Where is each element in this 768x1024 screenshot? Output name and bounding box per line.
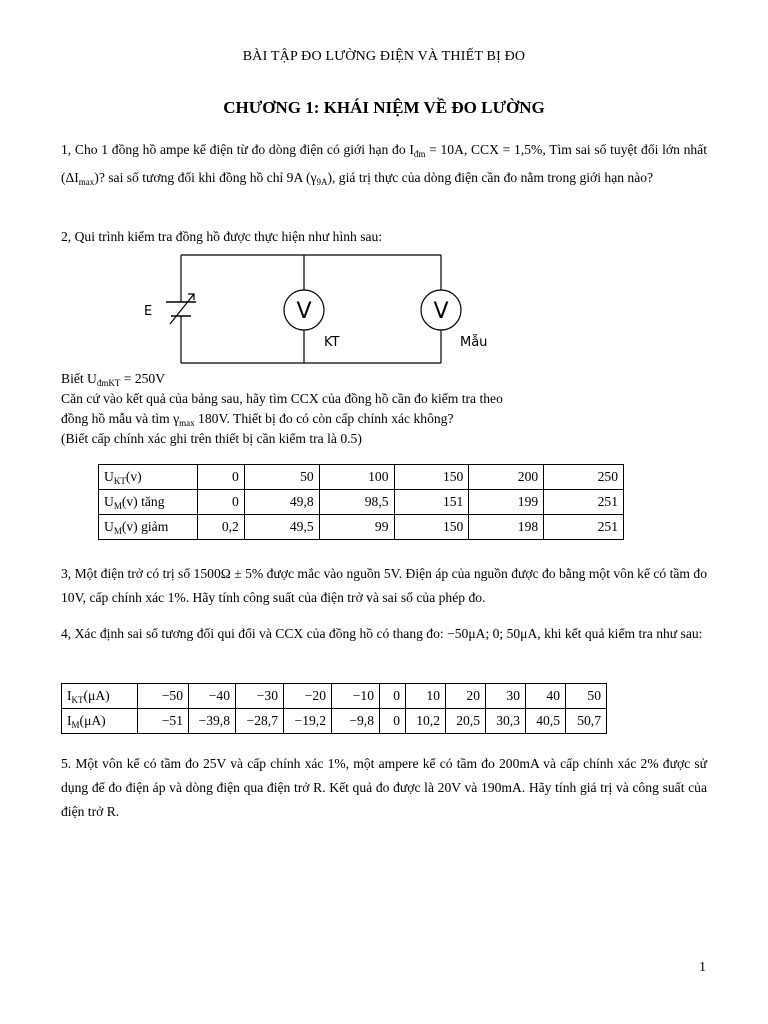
question-2-line-1: Căn cứ vào kết quả của bảng sau, hãy tìm CCX của đồng hồ cần đo kiểm tra theo <box>61 391 503 406</box>
table-cell: 98,5 <box>319 490 394 515</box>
table-cell: 199 <box>469 490 544 515</box>
table-cell: 30 <box>486 684 526 709</box>
table-cell: 0 <box>197 490 244 515</box>
voltmeter-kt-symbol: V <box>296 299 312 324</box>
table-row <box>99 515 624 540</box>
table-cell: 20 <box>446 684 486 709</box>
question-4: 4, Xác định sai số tương đối qui đổi và CCX của đồng hồ có thang đo: −50μA; 0; 50μA, khi kết quả kiểm tra như sau: <box>61 626 703 641</box>
table-cell: 100 <box>319 465 394 490</box>
voltage-table <box>98 464 624 540</box>
question-1: 1, Cho 1 đồng hồ ampe kế điện từ đo dòng điện có giới hạn đo $I_{đm} = 10A$, CCX = 1,5%, Tìm sai số tuyệt đối lớn nhất $(\Delta I_{max})$? sai số tương đối khi đồng hồ chỉ 9A $(\gamma_{9A})$, giá trị thực của dòng điện cần đo nằm trong giới hạn nào? <box>61 142 707 187</box>
table-cell: 0,2 <box>197 515 244 540</box>
table-cell: −50 <box>138 684 189 709</box>
row-label: $I_{KT}(\mu A)$ <box>62 684 138 709</box>
table-cell: 40,5 <box>526 709 566 734</box>
row-label: $U_M(v)$ tăng <box>99 490 198 515</box>
table-cell: 99 <box>319 515 394 540</box>
table-cell: 250 <box>544 465 624 490</box>
question-5: 5. Một vôn kế có tầm đo 25V và cấp chính xác 1%, một ampere kế có tầm đo 200mA và cấp chính xác 2% được sử dụng để đo điện áp và dòng điện qua điện trở R. Kết quả đo được là 20V và 190mA. Hãy tính giá trị và công suất của điện trở R. <box>61 756 707 819</box>
test-circuit-diagram <box>140 248 500 368</box>
table-cell: 150 <box>394 515 469 540</box>
table-cell: −9,8 <box>332 709 380 734</box>
table-cell: 0 <box>197 465 244 490</box>
voltmeter-mau-label: Mẫu <box>460 335 488 350</box>
chapter-title: CHƯƠNG 1: KHÁI NIỆM VỀ ĐO LƯỜNG <box>223 98 545 117</box>
question-2-given: Biết $U_{đmKT} = 250V$ <box>61 371 166 388</box>
table-cell: 50,7 <box>566 709 607 734</box>
table-cell: 40 <box>526 684 566 709</box>
table-cell: −19,2 <box>284 709 332 734</box>
table-cell: 30,3 <box>486 709 526 734</box>
voltmeter-mau-symbol: V <box>433 299 449 324</box>
table-cell: −28,7 <box>236 709 284 734</box>
current-table <box>61 683 607 734</box>
question-2-intro: 2, Qui trình kiểm tra đồng hồ được thực hiện như hình sau: <box>61 229 383 244</box>
row-label: $U_M(v)$ giảm <box>99 515 198 540</box>
table-cell: −39,8 <box>189 709 236 734</box>
table-cell: 198 <box>469 515 544 540</box>
row-label: $I_M(\mu A)$ <box>62 709 138 734</box>
table-cell: −51 <box>138 709 189 734</box>
question-3: 3, Một điện trở có trị số 1500Ω ± 5% được mắc vào nguồn 5V. Điện áp của nguồn được đo bằng một vôn kế có tầm đo 10V, cấp chính xác 1%. Hãy tính công suất của điện trở và sai số của phép đo. <box>61 566 707 605</box>
table-cell: 50 <box>244 465 319 490</box>
source-label: E <box>144 304 153 319</box>
source-variable-arrow <box>170 294 194 324</box>
table-cell: 200 <box>469 465 544 490</box>
page-number: 1 <box>699 960 706 975</box>
table-cell: 49,8 <box>244 490 319 515</box>
voltmeter-kt-label: KT <box>324 335 340 350</box>
table-cell: −30 <box>236 684 284 709</box>
table-cell: 49,5 <box>244 515 319 540</box>
table-cell: −20 <box>284 684 332 709</box>
table-row <box>62 684 607 709</box>
table-cell: 251 <box>544 490 624 515</box>
table-cell: 151 <box>394 490 469 515</box>
table-row <box>62 709 607 734</box>
table-row <box>99 490 624 515</box>
table-cell: 10 <box>406 684 446 709</box>
row-label: $U_{KT}(v)$ <box>99 465 198 490</box>
table-cell: −40 <box>189 684 236 709</box>
document-header: BÀI TẬP ĐO LƯỜNG ĐIỆN VÀ THIẾT BỊ ĐO <box>242 49 526 64</box>
table-cell: 50 <box>566 684 607 709</box>
question-2-line-2: đồng hồ mẫu và tìm $\gamma_{max}$ 180V. Thiết bị đo có còn cấp chính xác không? <box>61 411 454 428</box>
table-cell: 20,5 <box>446 709 486 734</box>
table-row <box>99 465 624 490</box>
table-cell: 0 <box>380 684 406 709</box>
question-2-line-3: (Biết cấp chính xác ghi trên thiết bị cần kiểm tra là 0.5) <box>61 431 362 446</box>
table-cell: 251 <box>544 515 624 540</box>
table-cell: 150 <box>394 465 469 490</box>
table-cell: 0 <box>380 709 406 734</box>
table-cell: 10,2 <box>406 709 446 734</box>
table-cell: −10 <box>332 684 380 709</box>
